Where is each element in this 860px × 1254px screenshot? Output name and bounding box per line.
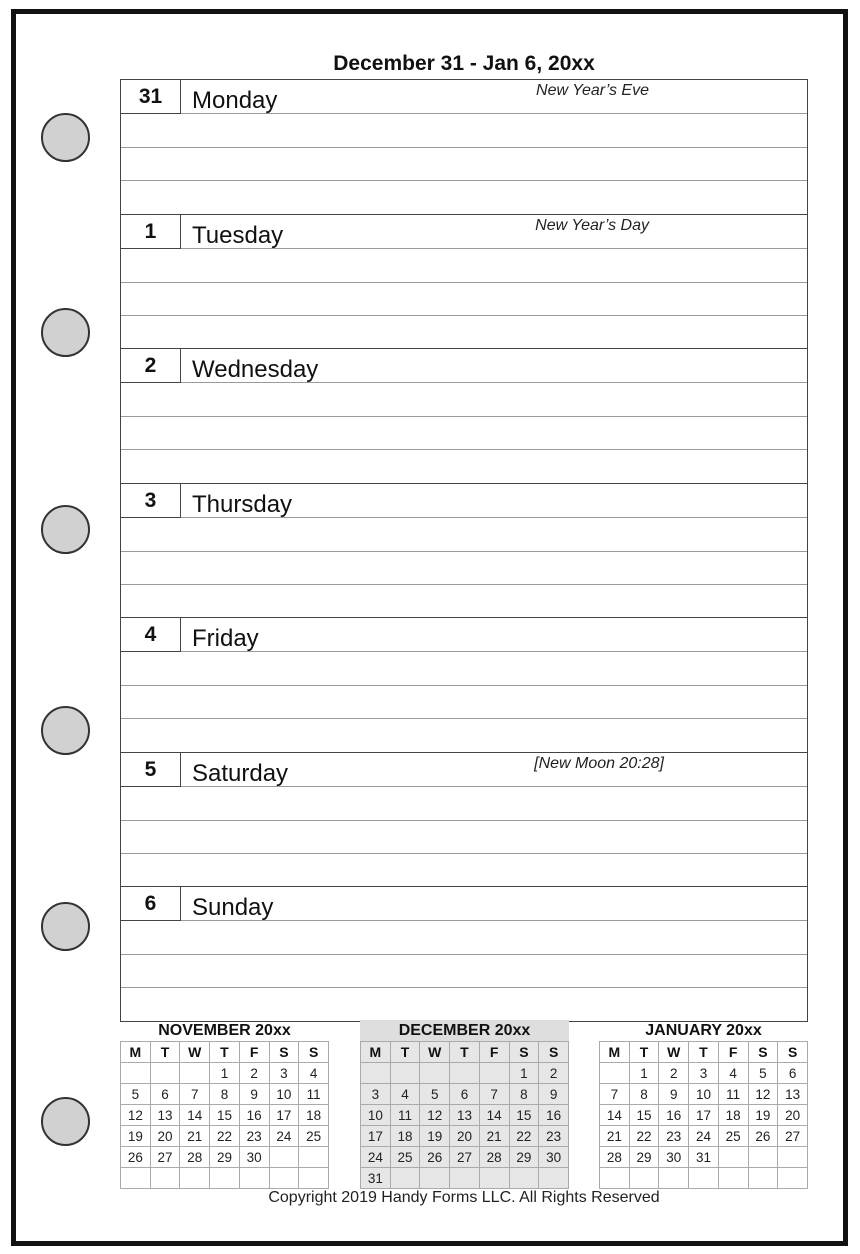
day-block-wednesday[interactable] — [121, 348, 807, 483]
calendar-date-cell — [778, 1168, 808, 1189]
calendar-date-cell: 3 — [689, 1063, 719, 1084]
day-number: 4 — [121, 618, 181, 652]
day-note: [New Moon 20:28] — [534, 754, 664, 772]
weekday-header-row — [361, 1042, 569, 1063]
calendar-date-cell — [269, 1168, 299, 1189]
calendar-date-cell: 5 — [420, 1084, 450, 1105]
calendar-date-cell: 18 — [299, 1105, 329, 1126]
calendar-date-cell — [299, 1168, 329, 1189]
calendar-date-cell: 14 — [479, 1105, 509, 1126]
calendar-week-row — [121, 1126, 329, 1147]
calendar-date-cell: 10 — [689, 1084, 719, 1105]
weekday-label: S — [748, 1042, 778, 1063]
calendar-date-cell: 3 — [361, 1084, 391, 1105]
calendar-date-cell: 1 — [509, 1063, 539, 1084]
calendar-date-cell: 3 — [269, 1063, 299, 1084]
day-name: Monday — [192, 87, 278, 114]
weekday-label: W — [180, 1042, 210, 1063]
day-block-saturday[interactable] — [121, 752, 807, 887]
weekday-label: S — [778, 1042, 808, 1063]
day-note: New Year’s Day — [535, 216, 649, 234]
writing-line — [121, 416, 807, 417]
calendar-date-cell: 28 — [180, 1147, 210, 1168]
weekday-label: T — [689, 1042, 719, 1063]
calendar-date-cell — [150, 1168, 180, 1189]
page-title: December 31 - Jan 6, 20xx — [333, 52, 595, 75]
calendar-week-row — [600, 1105, 808, 1126]
weekday-label: T — [150, 1042, 180, 1063]
day-block-tuesday[interactable] — [121, 214, 807, 349]
day-number: 3 — [121, 484, 181, 518]
calendar-date-cell — [539, 1168, 569, 1189]
weekday-header-row — [600, 1042, 808, 1063]
calendar-date-cell: 14 — [180, 1105, 210, 1126]
binder-hole — [41, 902, 90, 951]
calendar-date-cell: 6 — [450, 1084, 480, 1105]
calendar-week-row — [361, 1147, 569, 1168]
calendar-week-row — [121, 1147, 329, 1168]
calendar-date-cell: 27 — [450, 1147, 480, 1168]
week-days-grid — [120, 79, 808, 1022]
weekday-label: F — [479, 1042, 509, 1063]
calendar-week-row — [121, 1105, 329, 1126]
calendar-week-row — [121, 1168, 329, 1189]
calendar-date-cell: 16 — [539, 1105, 569, 1126]
day-name: Tuesday — [192, 221, 284, 249]
writing-line — [121, 954, 807, 955]
calendar-week-row — [121, 1084, 329, 1105]
calendar-date-cell: 11 — [299, 1084, 329, 1105]
calendar-date-cell: 24 — [361, 1147, 391, 1168]
calendar-date-cell — [210, 1168, 240, 1189]
calendar-date-cell: 16 — [659, 1105, 689, 1126]
calendar-date-cell: 4 — [718, 1063, 748, 1084]
calendar-date-cell: 30 — [539, 1147, 569, 1168]
calendar-week-row — [600, 1168, 808, 1189]
calendar-date-cell: 2 — [539, 1063, 569, 1084]
calendar-date-cell: 18 — [390, 1126, 420, 1147]
writing-line — [121, 551, 807, 552]
day-block-thursday[interactable] — [121, 483, 807, 618]
day-number: 1 — [121, 215, 181, 249]
calendar-date-cell — [269, 1147, 299, 1168]
day-note: New Year’s Eve — [536, 82, 649, 99]
calendar-date-cell: 29 — [629, 1147, 659, 1168]
calendar-date-cell: 22 — [210, 1126, 240, 1147]
calendar-date-cell — [778, 1147, 808, 1168]
calendar-date-cell: 1 — [629, 1063, 659, 1084]
calendar-date-cell: 7 — [180, 1084, 210, 1105]
writing-line — [121, 449, 807, 450]
calendar-date-cell: 20 — [450, 1126, 480, 1147]
calendar-date-cell: 13 — [150, 1105, 180, 1126]
day-name: Sunday — [192, 894, 274, 921]
binder-hole — [41, 1097, 90, 1146]
calendar-date-cell: 18 — [718, 1105, 748, 1126]
weekday-label: F — [239, 1042, 269, 1063]
calendar-date-cell: 5 — [121, 1084, 151, 1105]
calendar-date-cell: 21 — [180, 1126, 210, 1147]
calendar-date-cell: 4 — [299, 1063, 329, 1084]
calendar-date-cell: 7 — [479, 1084, 509, 1105]
calendar-date-cell — [299, 1147, 329, 1168]
weekday-label: T — [450, 1042, 480, 1063]
calendar-week-row — [600, 1147, 808, 1168]
calendar-date-cell: 12 — [748, 1084, 778, 1105]
calendar-date-cell — [180, 1063, 210, 1084]
weekday-label: S — [269, 1042, 299, 1063]
calendar-date-cell — [718, 1147, 748, 1168]
writing-line — [121, 584, 807, 585]
calendar-date-cell — [420, 1168, 450, 1189]
calendar-date-cell: 23 — [539, 1126, 569, 1147]
calendar-date-cell — [659, 1168, 689, 1189]
weekday-label: M — [600, 1042, 630, 1063]
weekday-label: T — [390, 1042, 420, 1063]
calendar-date-cell — [479, 1168, 509, 1189]
calendar-date-cell: 24 — [269, 1126, 299, 1147]
calendar-date-cell — [600, 1063, 630, 1084]
weekday-label: W — [420, 1042, 450, 1063]
calendar-date-cell: 19 — [748, 1105, 778, 1126]
calendar-date-cell: 31 — [689, 1147, 719, 1168]
copyright-text: Copyright 2019 Handy Forms LLC. All Rights Reserved — [268, 1189, 660, 1206]
calendar-week-row — [361, 1126, 569, 1147]
calendar-grid — [120, 1041, 329, 1189]
writing-line — [121, 315, 807, 316]
calendar-week-row — [361, 1063, 569, 1084]
binder-hole — [41, 706, 90, 755]
calendar-date-cell: 21 — [479, 1126, 509, 1147]
calendar-date-cell: 11 — [718, 1084, 748, 1105]
calendar-date-cell: 26 — [748, 1126, 778, 1147]
calendar-date-cell: 22 — [509, 1126, 539, 1147]
calendar-date-cell: 9 — [239, 1084, 269, 1105]
calendar-date-cell: 10 — [269, 1084, 299, 1105]
day-name: Friday — [192, 625, 259, 652]
calendar-date-cell: 8 — [210, 1084, 240, 1105]
calendar-date-cell: 8 — [509, 1084, 539, 1105]
day-name: Wednesday — [192, 356, 319, 383]
calendar-date-cell: 7 — [600, 1084, 630, 1105]
calendar-date-cell — [420, 1063, 450, 1084]
weekday-label: M — [361, 1042, 391, 1063]
calendar-date-cell: 27 — [150, 1147, 180, 1168]
calendar-date-cell — [450, 1063, 480, 1084]
writing-line — [121, 180, 807, 181]
writing-line — [121, 853, 807, 854]
calendar-date-cell — [150, 1063, 180, 1084]
calendar-date-cell: 6 — [778, 1063, 808, 1084]
calendar-date-cell: 22 — [629, 1126, 659, 1147]
calendar-date-cell: 4 — [390, 1084, 420, 1105]
writing-line — [121, 685, 807, 686]
calendar-date-cell — [121, 1168, 151, 1189]
calendar-week-row — [600, 1063, 808, 1084]
calendar-date-cell: 2 — [239, 1063, 269, 1084]
calendar-date-cell: 26 — [121, 1147, 151, 1168]
calendar-title: DECEMBER 20xx — [360, 1020, 569, 1041]
calendar-date-cell: 30 — [239, 1147, 269, 1168]
binder-hole — [41, 505, 90, 554]
weekday-label: F — [718, 1042, 748, 1063]
calendar-week-row — [600, 1084, 808, 1105]
calendar-date-cell: 13 — [450, 1105, 480, 1126]
calendar-date-cell: 9 — [659, 1084, 689, 1105]
calendar-date-cell: 20 — [778, 1105, 808, 1126]
calendar-date-cell — [479, 1063, 509, 1084]
calendar-date-cell: 17 — [361, 1126, 391, 1147]
day-name: Saturday — [192, 759, 289, 787]
calendar-date-cell — [361, 1063, 391, 1084]
day-block-monday[interactable] — [121, 79, 807, 214]
day-number: 31 — [121, 80, 181, 114]
calendar-date-cell: 19 — [121, 1126, 151, 1147]
calendar-date-cell: 11 — [390, 1105, 420, 1126]
day-block-friday[interactable] — [121, 617, 807, 752]
calendar-date-cell: 31 — [361, 1168, 391, 1189]
binder-hole — [41, 113, 90, 162]
calendar-date-cell — [239, 1168, 269, 1189]
calendar-date-cell: 21 — [600, 1126, 630, 1147]
calendar-week-row — [121, 1063, 329, 1084]
calendar-date-cell: 23 — [659, 1126, 689, 1147]
weekday-label: S — [509, 1042, 539, 1063]
calendar-title: NOVEMBER 20xx — [158, 1022, 291, 1039]
weekday-label: S — [539, 1042, 569, 1063]
calendar-date-cell — [121, 1063, 151, 1084]
calendar-date-cell: 1 — [210, 1063, 240, 1084]
calendar-date-cell: 20 — [150, 1126, 180, 1147]
calendar-date-cell — [450, 1168, 480, 1189]
calendar-date-cell: 16 — [239, 1105, 269, 1126]
calendar-week-row — [600, 1126, 808, 1147]
calendar-date-cell: 5 — [748, 1063, 778, 1084]
calendar-date-cell — [600, 1168, 630, 1189]
writing-line — [121, 718, 807, 719]
calendar-date-cell: 23 — [239, 1126, 269, 1147]
calendar-week-row — [361, 1105, 569, 1126]
writing-line — [121, 147, 807, 148]
weekday-label: T — [629, 1042, 659, 1063]
writing-line — [121, 282, 807, 283]
calendar-date-cell: 25 — [718, 1126, 748, 1147]
weekday-label: S — [299, 1042, 329, 1063]
calendar-date-cell: 26 — [420, 1147, 450, 1168]
calendar-date-cell: 13 — [778, 1084, 808, 1105]
calendar-grid — [599, 1041, 808, 1189]
day-block-sunday[interactable] — [121, 886, 807, 1021]
calendar-date-cell: 29 — [509, 1147, 539, 1168]
calendar-date-cell — [180, 1168, 210, 1189]
calendar-date-cell: 12 — [121, 1105, 151, 1126]
calendar-date-cell: 15 — [210, 1105, 240, 1126]
calendar-date-cell — [748, 1147, 778, 1168]
calendar-title: JANUARY 20xx — [645, 1022, 762, 1039]
calendar-date-cell: 28 — [600, 1147, 630, 1168]
calendar-date-cell — [748, 1168, 778, 1189]
calendar-date-cell: 28 — [479, 1147, 509, 1168]
calendar-date-cell: 12 — [420, 1105, 450, 1126]
writing-line — [121, 987, 807, 988]
calendar-date-cell: 24 — [689, 1126, 719, 1147]
day-name: Thursday — [192, 490, 293, 518]
weekday-label: M — [121, 1042, 151, 1063]
mini-calendar-november — [120, 1020, 329, 1189]
calendar-date-cell: 15 — [629, 1105, 659, 1126]
calendar-date-cell: 29 — [210, 1147, 240, 1168]
calendar-date-cell: 9 — [539, 1084, 569, 1105]
weekday-label: T — [210, 1042, 240, 1063]
calendar-grid — [360, 1041, 569, 1189]
day-number: 2 — [121, 349, 181, 383]
calendar-date-cell: 17 — [269, 1105, 299, 1126]
calendar-date-cell: 27 — [778, 1126, 808, 1147]
calendar-date-cell: 19 — [420, 1126, 450, 1147]
calendar-date-cell: 30 — [659, 1147, 689, 1168]
calendar-week-row — [361, 1084, 569, 1105]
calendar-date-cell: 25 — [299, 1126, 329, 1147]
calendar-date-cell: 25 — [390, 1147, 420, 1168]
calendar-date-cell: 2 — [659, 1063, 689, 1084]
binder-hole — [41, 308, 90, 357]
calendar-date-cell: 10 — [361, 1105, 391, 1126]
mini-calendar-january — [599, 1020, 808, 1189]
day-number: 6 — [121, 887, 181, 921]
calendar-date-cell: 17 — [689, 1105, 719, 1126]
mini-calendar-december — [360, 1020, 569, 1189]
calendar-date-cell — [689, 1168, 719, 1189]
calendar-date-cell — [509, 1168, 539, 1189]
writing-line — [121, 820, 807, 821]
calendar-date-cell: 15 — [509, 1105, 539, 1126]
calendar-date-cell: 6 — [150, 1084, 180, 1105]
calendar-date-cell: 14 — [600, 1105, 630, 1126]
calendar-date-cell: 8 — [629, 1084, 659, 1105]
weekday-label: W — [659, 1042, 689, 1063]
weekday-header-row — [121, 1042, 329, 1063]
calendar-week-row — [361, 1168, 569, 1189]
calendar-date-cell — [718, 1168, 748, 1189]
calendar-date-cell — [629, 1168, 659, 1189]
calendar-date-cell — [390, 1063, 420, 1084]
calendar-date-cell — [390, 1168, 420, 1189]
day-number: 5 — [121, 753, 181, 787]
